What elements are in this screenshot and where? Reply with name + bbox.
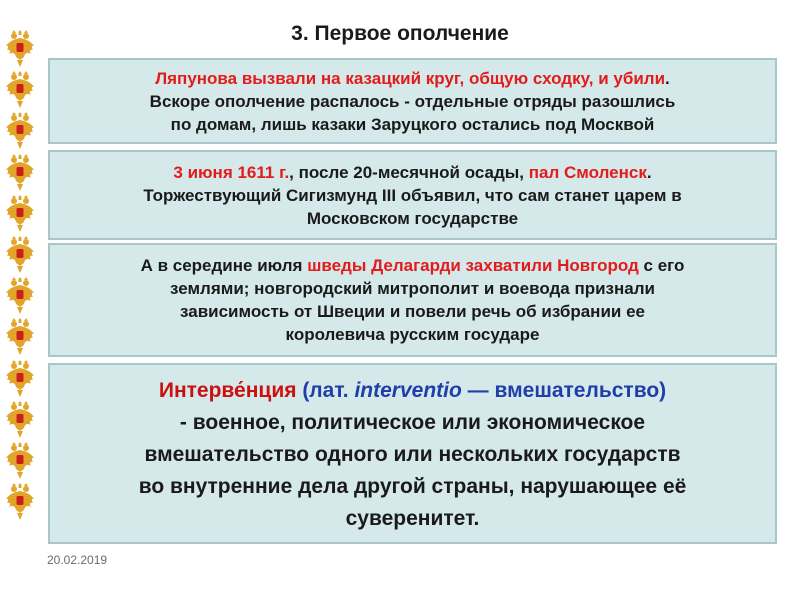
definition-box-intervention [48,363,777,544]
coat-of-arms-icon [5,483,35,521]
box1-line3: по домам, лишь казаки Заруцкого остались под Москвой [170,114,655,134]
slide-date: 20.02.2019 [47,553,108,567]
box4-line3: вмешательство одного или нескольких государств [144,442,681,466]
box2-date: 3 июня 1611 г. [173,162,290,182]
box2-dot: . [646,162,652,182]
box4-line4: во внутренние дела другой страны, нарушающее её [138,474,687,498]
box4-line1 [50,375,775,407]
box4-line5: суверенитет. [345,506,480,530]
box1-red-text: Ляпунова вызвали на казацкий круг, общую сходку, и убили [155,68,666,88]
box3-end: с его [638,256,685,275]
text-box-smolensk [48,150,777,240]
definition-lat-close: — вмешательство) [461,378,667,402]
box4-line2: - военное, политическое или экономическое [179,410,646,434]
definition-lat-word: interventio [354,378,462,402]
definition-lat-open: (лат. [296,378,355,402]
coat-of-arms-icon [5,154,35,192]
box2-line1 [50,161,775,184]
box3-line3: зависимость от Швеции и повели речь об избрании ее [180,302,645,321]
box3-start: А в середине июля [140,256,308,275]
coat-of-arms-column [0,30,40,524]
coat-of-arms-icon [5,401,35,439]
coat-of-arms-icon [5,71,35,109]
box2-mid: , после 20-месячной осады, [289,162,529,182]
box1-period: . [665,68,670,88]
coat-of-arms-icon [5,318,35,356]
box3-line4: королевича русским государе [285,325,540,344]
box3-line2: землями; новгородский митрополит и воевода признали [170,279,655,298]
coat-of-arms-icon [5,442,35,480]
coat-of-arms-icon [5,112,35,150]
text-box-lyapunov [48,58,777,144]
box2-line2: Торжествующий Сигизмунд III объявил, что сам станет царем в [143,185,682,205]
box3-swedes: шведы Делагарди захватили Новгород [307,256,639,275]
text-box-novgorod [48,243,777,357]
box2-fall: пал Смоленск [528,162,647,182]
coat-of-arms-icon [5,360,35,398]
box2-line3: Московском государстве [306,208,519,228]
box1-line2: Вскоре ополчение распалось - отдельные отряды разошлись [149,91,676,111]
slide-title: 3. Первое ополчение [291,22,509,45]
coat-of-arms-icon [5,277,35,315]
box1-line1 [50,67,775,90]
coat-of-arms-icon [5,236,35,274]
box3-line1 [50,254,775,277]
coat-of-arms-icon [5,195,35,233]
definition-term: Интерве́нция [158,378,297,402]
